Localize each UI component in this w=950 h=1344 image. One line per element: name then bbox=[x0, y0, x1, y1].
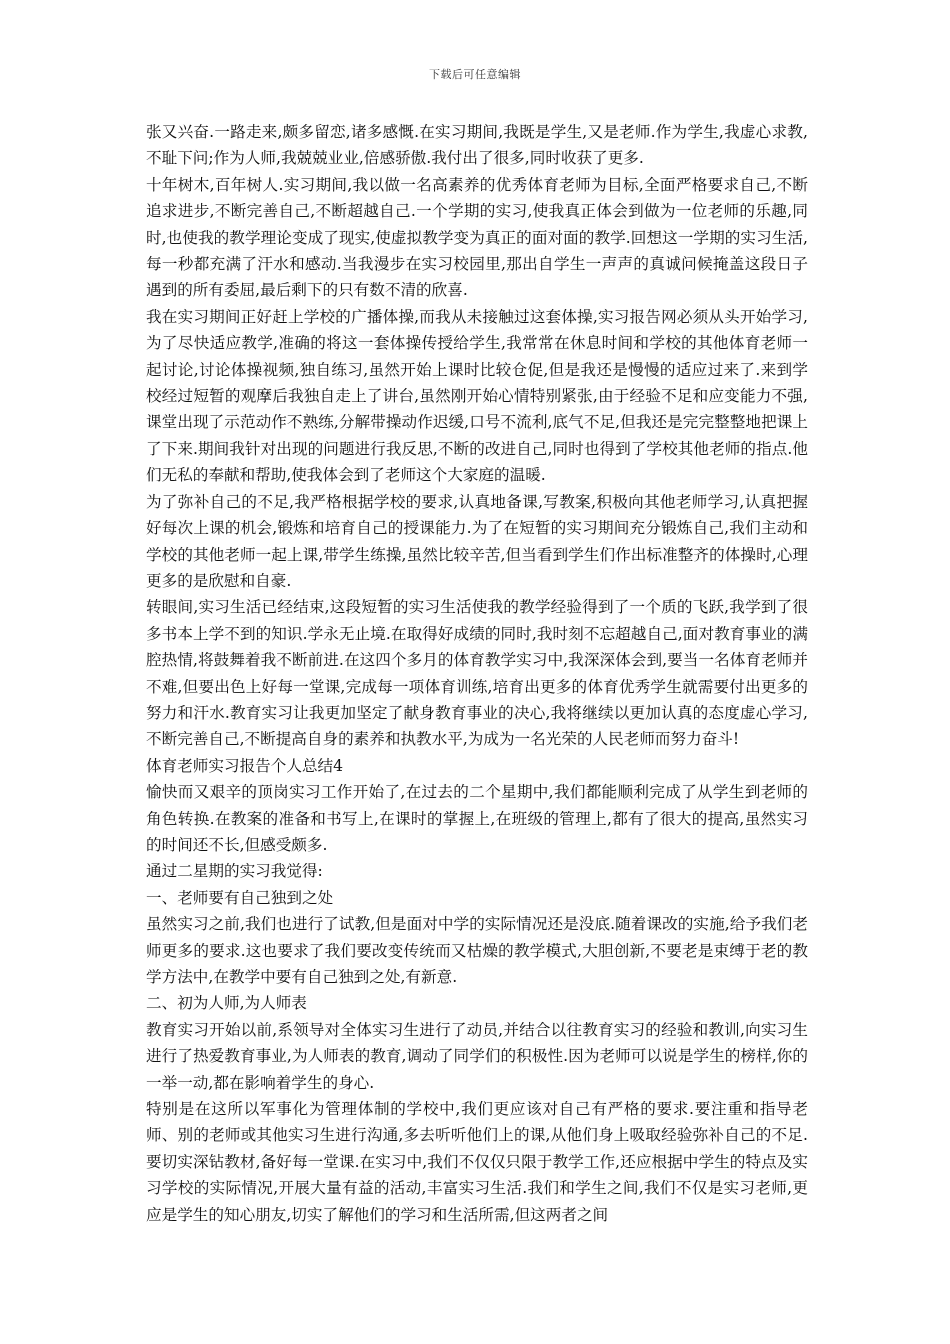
paragraph: 张又兴奋.一路走来,颇多留恋,诸多感慨.在实习期间,我既是学生,又是老师.作为学生,我虚心求教,不耻下问;作为人师,我兢兢业业,倍感骄傲.我付出了很多,同时收获了更多. bbox=[146, 123, 808, 168]
paragraph: 特别是在这所以军事化为管理体制的学校中,我们更应该对自己有严格的要求.要注重和指导老师、别的老师或其他实习生进行沟通,多去听听他们上的课,从他们身上吸取经验弥补自己的不足.要切实深钻教材,备好每一堂课.在实习中,我们不仅仅只限于教学工作,还应根据中学生的特点及实习学校的实际情况,开展大量有益的活动,丰富实习生活.我们和学生之间,我们不仅是实习老师,更应是学生的知心朋友,切实了解他们的学习和生活所需,但这两者之间 bbox=[146, 1100, 808, 1224]
paragraph: 我在实习期间正好赶上学校的广播体操,而我从未接触过这套体操,实习报告网必须从头开始学习,为了尽快适应教学,准确的将这一套体操传授给学生,我常常在休息时间和学校的其他体育老师一起讨论,讨论体操视频,独自练习,虽然开始上课时比较仓促,但是我还是慢慢的适应过来了.来到学校经过短暂的观摩后我独自走上了讲台,虽然刚开始心情特别紧张,由于经验不足和应变能力不强,课堂出现了示范动作不熟练,分解带操动作迟缓,口号不流利,底气不足,但我还是完完整整地把课上了下来.期间我针对出现的问题进行我反思,不断的改进自己,同时也得到了学校其他老师的指点.他们无私的奉献和帮助,使我体会到了老师这个大家庭的温暖. bbox=[146, 307, 808, 485]
subheading: 一、老师要有自己独到之处 bbox=[146, 888, 334, 907]
paragraph: 通过二星期的实习我觉得: bbox=[146, 862, 323, 881]
subheading: 二、初为人师,为人师表 bbox=[146, 994, 307, 1013]
page-header: 下载后可任意编辑 bbox=[429, 68, 521, 81]
paragraph: 教育实习开始以前,系领导对全体实习生进行了动员,并结合以往教育实习的经验和教训,向实习生进行了热爱教育事业,为人师表的教育,调动了同学们的积极性.因为老师可以说是学生的榜样,你的一举一动,都在影响着学生的身心. bbox=[146, 1020, 808, 1092]
document-body bbox=[146, 119, 808, 1228]
paragraph: 十年树木,百年树人.实习期间,我以做一名高素养的优秀体育老师为目标,全面严格要求自己,不断追求进步,不断完善自己,不断超越自己.一个学期的实习,使我真正体会到做为一位老师的乐趣,同时,也使我的教学理论变成了现实,使虚拟教学变为真正的面对面的教学.回想这一学期的实习生活,每一秒都充满了汗水和感动.当我漫步在实习校园里,那出自学生一声声的真诚问候掩盖这段日子遇到的所有委屈,最后剩下的只有数不清的欣喜. bbox=[146, 175, 808, 300]
paragraph: 为了弥补自己的不足,我严格根据学校的要求,认真地备课,写教案,积极向其他老师学习,认真把握好每次上课的机会,锻炼和培育自己的授课能力.为了在短暂的实习期间充分锻炼自己,我们主动和学校的其他老师一起上课,带学生练操,虽然比较辛苦,但当看到学生们作出标准整齐的体操时,心理更多的是欣慰和自豪. bbox=[146, 492, 808, 590]
paragraph: 转眼间,实习生活已经结束,这段短暂的实习生活使我的教学经验得到了一个质的飞跃,我学到了很多书本上学不到的知识.学永无止境.在取得好成绩的同时,我时刻不忘超越自己,面对教育事业的满腔热情,将鼓舞着我不断前进.在这四个多月的体育教学实习中,我深深体会到,要当一名体育老师并不难,但要出色上好每一堂课,完成每一项体育训练,培育出更多的体育优秀学生就需要付出更多的努力和汗水.教育实习让我更加坚定了献身教育事业的决心,我将继续以更加认真的态度虚心学习,不断完善自己,不断提高自身的素养和执教水平,为成为一名光荣的人民老师而努力奋斗! bbox=[146, 598, 808, 749]
paragraph: 愉快而又艰辛的顶岗实习工作开始了,在过去的二个星期中,我们都能顺利完成了从学生到老师的角色转换.在教案的准备和书写上,在课时的掌握上,在班级的管理上,都有了很大的提高,虽然实习的时间还不长,但感受颇多. bbox=[146, 783, 808, 854]
paragraph: 虽然实习之前,我们也进行了试教,但是面对中学的实际情况还是没底.随着课改的实施,给予我们老师更多的要求.这也要求了我们要改变传统而又枯燥的教学模式,大胆创新,不要老是束缚于老的教学方法中,在教学中要有自己独到之处,有新意. bbox=[146, 915, 808, 986]
section-heading: 体育老师实习报告个人总结4 bbox=[146, 756, 344, 775]
